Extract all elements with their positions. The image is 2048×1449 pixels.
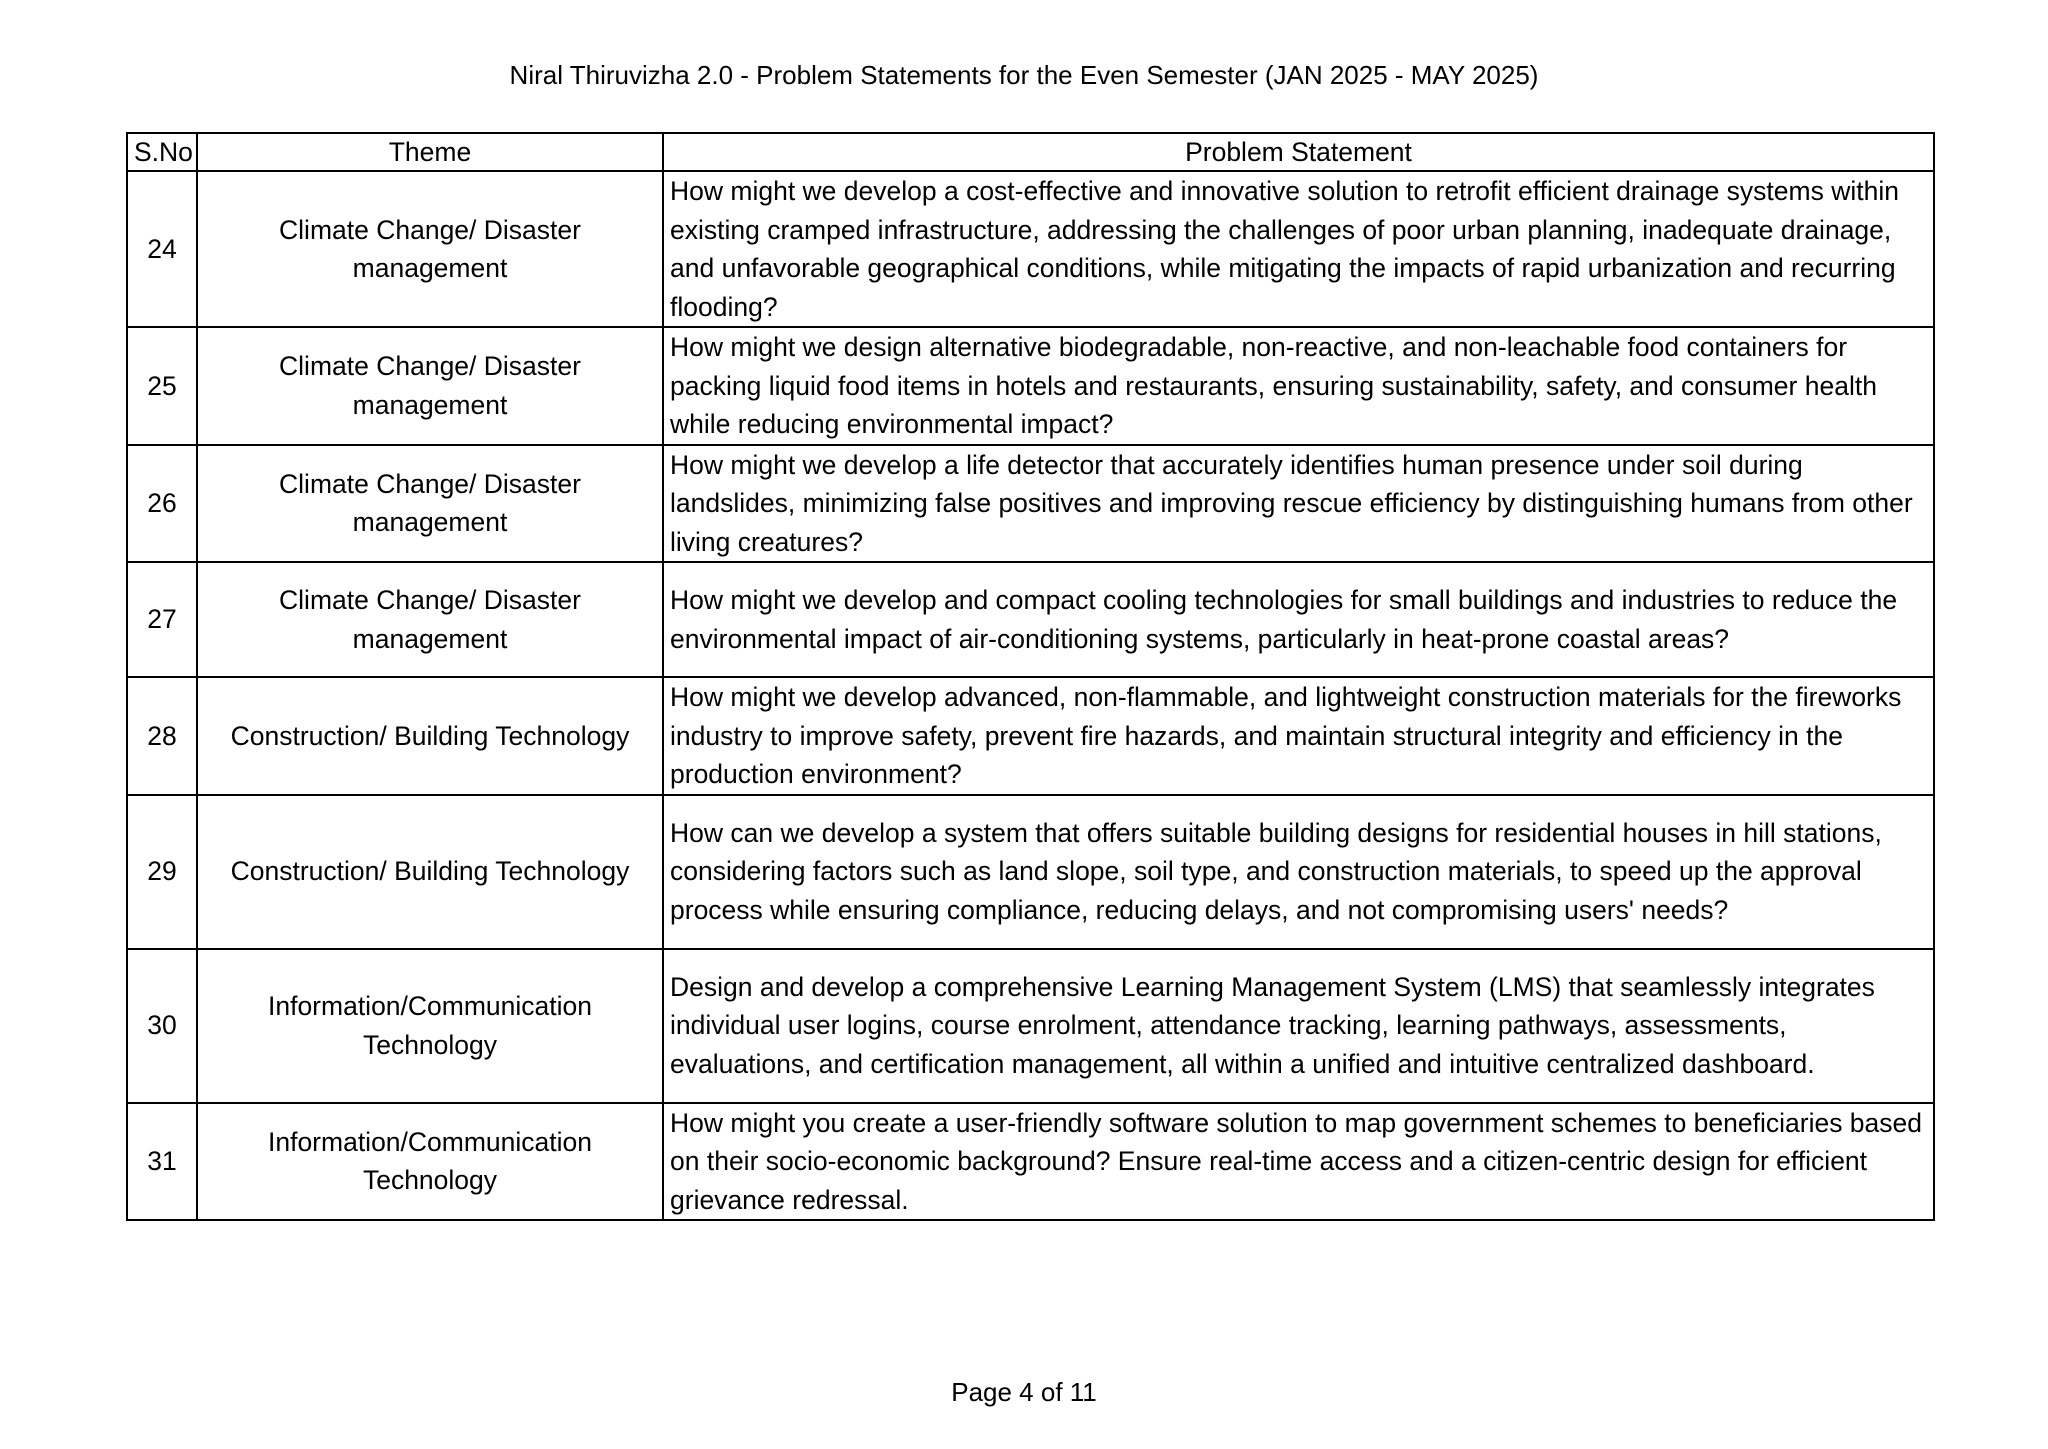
header-theme: Theme [197, 133, 663, 171]
row-problem-statement: How might we design alternative biodegradable, non-reactive, and non-leachable food containers for packing liquid food items in hotels and restaurants, ensuring sustainability, safety, and consumer health while reducing environmental impact? [663, 327, 1934, 445]
row-sno: 24 [127, 171, 197, 327]
row-theme: Information/Communication Technology [197, 949, 663, 1103]
row-sno: 29 [127, 795, 197, 949]
row-theme: Climate Change/ Disaster management [197, 445, 663, 563]
row-problem-statement: How might we develop a cost-effective and innovative solution to retrofit efficient drainage systems within existing cramped infrastructure, addressing the challenges of poor urban planning, inadequate drainage, and unfavorable geographical conditions, while mitigating the impacts of rapid urbanization and recurring flooding? [663, 171, 1934, 327]
row-sno: 25 [127, 327, 197, 445]
header-problem-statement: Problem Statement [663, 133, 1934, 171]
row-problem-statement: How can we develop a system that offers suitable building designs for residential houses in hill stations, considering factors such as land slope, soil type, and construction materials, to speed up the approval process while ensuring compliance, reducing delays, and not compromising users' needs? [663, 795, 1934, 949]
row-sno: 26 [127, 445, 197, 563]
row-theme: Climate Change/ Disaster management [197, 327, 663, 445]
row-theme: Climate Change/ Disaster management [197, 562, 663, 677]
row-sno: 27 [127, 562, 197, 677]
document-title: Niral Thiruvizha 2.0 - Problem Statements for the Even Semester (JAN 2025 - MAY 2025) [509, 60, 1539, 90]
row-problem-statement: How might we develop advanced, non-flammable, and lightweight construction materials for the fireworks industry to improve safety, prevent fire hazards, and maintain structural integrity and efficiency in the production environment? [663, 677, 1934, 795]
row-sno: 28 [127, 677, 197, 795]
row-theme: Climate Change/ Disaster management [197, 171, 663, 327]
table-row [127, 562, 1934, 677]
row-problem-statement: How might you create a user-friendly software solution to map government schemes to beneficiaries based on their socio-economic background? Ensure real-time access and a citizen-centric design for efficient grievance redressal. [663, 1103, 1934, 1221]
row-sno: 31 [127, 1103, 197, 1221]
table-row [127, 677, 1934, 795]
table-row [127, 445, 1934, 563]
problem-statements-table [126, 132, 1935, 1221]
table-row [127, 1103, 1934, 1221]
row-sno: 30 [127, 949, 197, 1103]
table-header-row [127, 133, 1934, 171]
header-sno: S.No [127, 133, 197, 171]
row-theme: Construction/ Building Technology [197, 677, 663, 795]
table-row [127, 327, 1934, 445]
row-problem-statement: How might we develop a life detector that accurately identifies human presence under soil during landslides, minimizing false positives and improving rescue efficiency by distinguishing humans from other living creatures? [663, 445, 1934, 563]
row-theme: Information/Communication Technology [197, 1103, 663, 1221]
row-theme: Construction/ Building Technology [197, 795, 663, 949]
row-problem-statement: How might we develop and compact cooling technologies for small buildings and industries to reduce the environmental impact of air-conditioning systems, particularly in heat-prone coastal areas? [663, 562, 1934, 677]
page-number: Page 4 of 11 [951, 1377, 1097, 1407]
table-row [127, 949, 1934, 1103]
table-row [127, 171, 1934, 327]
table-row [127, 795, 1934, 949]
row-problem-statement: Design and develop a comprehensive Learning Management System (LMS) that seamlessly integrates individual user logins, course enrolment, attendance tracking, learning pathways, assessments, evaluations, and certification management, all within a unified and intuitive centralized dashboard. [663, 949, 1934, 1103]
